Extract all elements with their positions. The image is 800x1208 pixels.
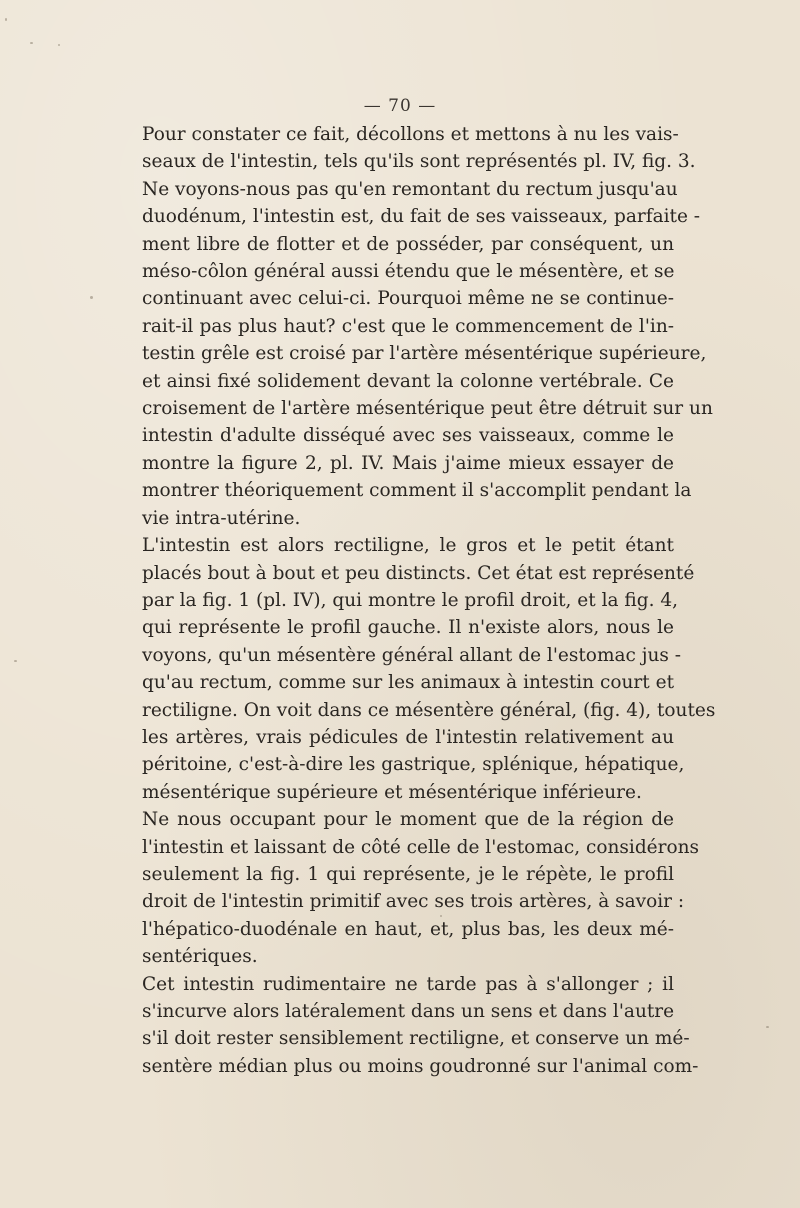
text-line: sentériques. — [142, 946, 258, 968]
text-line: duodénum, l'intestin est, du fait de ses vaisseaux, parfaite - — [142, 206, 701, 228]
text-line: seulement la fig. 1 qui représente, je le répète, le profil — [142, 863, 674, 885]
text-line: ment libre de flotter et de posséder, par conséquent, un — [142, 233, 674, 255]
text-line: rait-il pas plus haut? c'est que le commencement de l'in- — [142, 315, 674, 337]
text-line: seaux de l'intestin, tels qu'ils sont représentés pl. IV, fig. 3. — [142, 151, 696, 173]
paper-speck — [440, 915, 442, 917]
text-line: s'il doit rester sensiblement rectiligne, et conserve un mé- — [142, 1028, 690, 1050]
text-line: rectiligne. On voit dans ce mésentère général, (fig. 4), toutes — [142, 699, 716, 721]
text-line: montrer théoriquement comment il s'accomplit pendant la — [142, 480, 692, 502]
text-line: montre la figure 2, pl. IV. Mais j'aime mieux essayer de — [142, 452, 674, 474]
text-line: qui représente le profil gauche. Il n'existe alors, nous le — [142, 617, 674, 639]
paper-speck — [30, 42, 33, 44]
paragraph-3 — [116, 806, 700, 970]
text-line: testin grêle est croisé par l'artère mésentérique supérieure, — [142, 343, 707, 365]
text-line: péritoine, c'est-à-dire les gastrique, splénique, hépatique, — [142, 754, 685, 776]
page-number: — 70 — — [363, 96, 437, 116]
text-line: qu'au rectum, comme sur les animaux à intestin court et — [142, 672, 674, 694]
text-line: Pour constater ce fait, décollons et mettons à nu les vais- — [142, 124, 679, 145]
text-line: continuant avec celui-ci. Pourquoi même ne se continue- — [142, 288, 674, 310]
paper-speck — [58, 44, 60, 46]
paper-speck — [90, 296, 93, 299]
text-line: l'intestin et laissant de côté celle de l'estomac, considérons — [142, 836, 700, 858]
paper-speck — [5, 18, 7, 21]
text-line: sentère médian plus ou moins goudronné sur l'animal com- — [142, 1055, 699, 1077]
body-text — [116, 121, 716, 1080]
text-line: mésentérique supérieure et mésentérique inférieure. — [142, 781, 642, 803]
text-line: placés bout à bout et peu distincts. Cet état est représenté — [142, 562, 695, 584]
text-line: s'incurve alors latéralement dans un sens et dans l'autre — [142, 1001, 675, 1022]
text-line: croisement de l'artère mésentérique peut être détruit sur un — [142, 398, 713, 420]
text-line: et ainsi fixé solidement devant la colonne vertébrale. Ce — [142, 370, 674, 392]
text-line: Cet intestin rudimentaire ne tarde pas à s'allonger ; il — [142, 973, 674, 995]
text-line: intestin d'adulte disséqué avec ses vaisseaux, comme le — [142, 425, 674, 447]
text-line: droit de l'intestin primitif avec ses trois artères, à savoir : — [142, 891, 685, 913]
text-line: Ne nous occupant pour le moment que de la région de — [142, 809, 674, 831]
text-line: par la fig. 1 (pl. IV), qui montre le profil droit, et la fig. 4, — [142, 589, 678, 611]
paragraph-1 — [116, 121, 713, 532]
text-line: méso-côlon général aussi étendu que le mésentère, et se — [142, 261, 675, 283]
text-line: vie intra-utérine. — [142, 507, 301, 529]
text-line: voyons, qu'un mésentère général allant de l'estomac jus - — [142, 644, 682, 666]
text-line: l'hépatico-duodénale en haut, et, plus bas, les deux mé- — [142, 918, 674, 940]
text-line: Ne voyons-nous pas qu'en remontant du rectum jusqu'au — [142, 178, 678, 200]
paper-speck — [14, 660, 17, 662]
text-line: les artères, vrais pédicules de l'intestin relativement au — [142, 726, 674, 748]
text-line: L'intestin est alors rectiligne, le gros et le petit étant — [142, 535, 674, 557]
paragraph-2 — [116, 532, 716, 806]
paragraph-4 — [116, 971, 699, 1081]
paper-speck — [766, 1026, 769, 1028]
